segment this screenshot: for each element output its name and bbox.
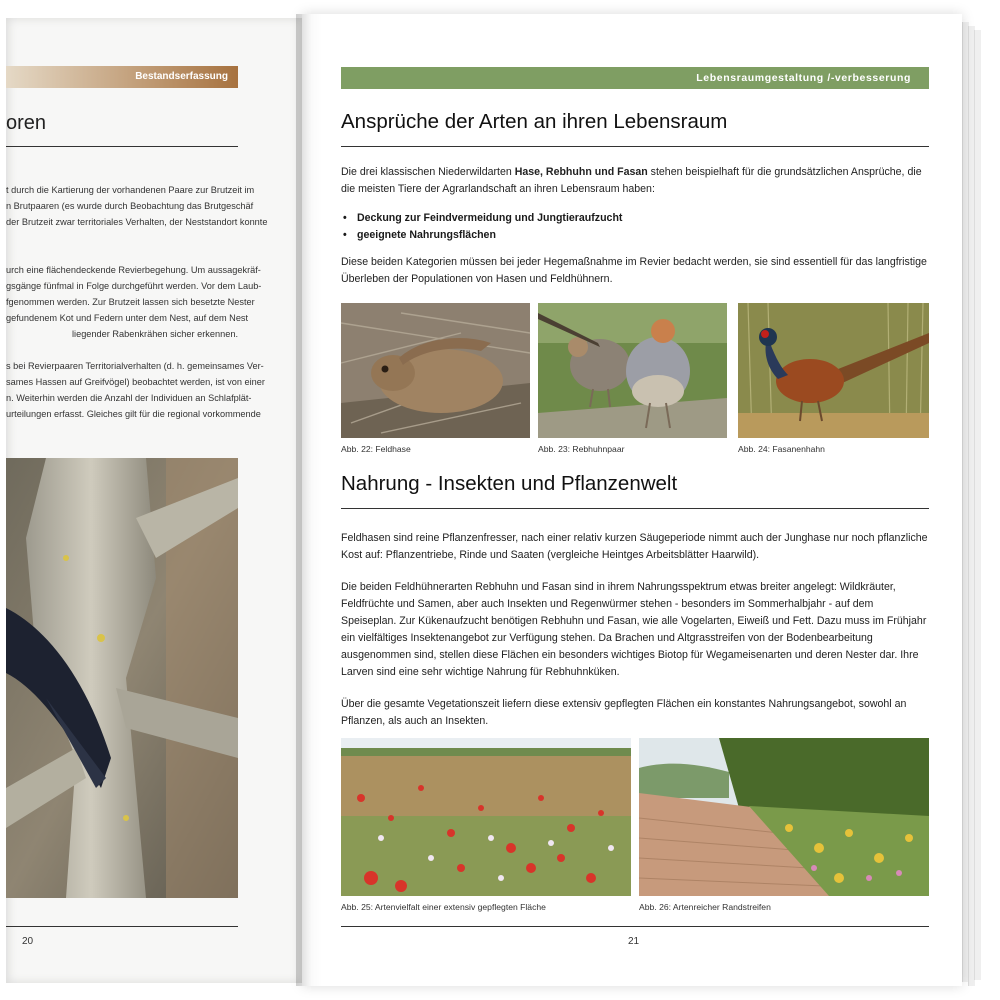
- text-line: n Brutpaaren (es wurde durch Beobachtung das Brutgeschäf: [6, 201, 254, 211]
- text-line: urch eine flächendeckende Revierbegehung. Um aussagekräf-: [6, 265, 261, 275]
- flower-meadow-photo: [341, 738, 631, 896]
- list-item: • Deckung zur Feindvermeidung und Jungtieraufzucht: [341, 210, 929, 227]
- section-title-rule: [341, 508, 929, 509]
- text-line: n. Weiterhin werden die Anzahl der Individuen an Schlafplät-: [6, 393, 252, 403]
- hare-photo: [341, 303, 530, 438]
- text-line: urteilungen erfasst. Gleiches gilt für die regional vorkommende: [6, 409, 261, 419]
- gamebird-food-paragraph: Die beiden Feldhühnerarten Rebhuhn und Fasan sind in ihrem Nahrungsspektrum etwas breiter angelegt: Wildkräuter, Feldfrüchte und Samen, aber auch Insekten und Regenwürmer stehen - besonders im Sommerhalbjahr - auf dem Speiseplan. Zur Kükenaufzucht benötigen Rebhuhn und Fasan, wie alle Vogelarten, Eiweiß und Fett. Dazu muss im Frühjahr ein vielfältiges Insektenangebot zur Verfügung stehen. Da Brachen und Altgrasstreifen von der Bodenbearbeitung ausgenommen sind, stellen diese Flächen ein besonders wichtiges Biotop für Wegameisenarten und deren Nester dar. Ihre Larven sind eine sehr wichtige Nahrung für Rebhuhnküken.: [341, 581, 927, 678]
- left-paragraph-2: [6, 262, 262, 342]
- partridge-illustration: [538, 303, 727, 438]
- text-line: sames Hassen auf Greifvögel) beobachtet werden, ist von einer: [6, 377, 265, 387]
- intro-text-after: stehen beispielhaft für die grundsätzlichen Ansprüche, die die meisten Tiere der Agrarlandschaft an ihren Lebensraum haben:: [341, 166, 922, 195]
- right-page-number: 21: [628, 936, 640, 947]
- section-title-rule: [341, 146, 929, 147]
- section-title-food: Nahrung - Insekten und Pflanzenwelt: [341, 472, 678, 495]
- requirements-list: [341, 210, 929, 244]
- vegetation-paragraph: Über die gesamte Vegetationszeit liefern diese extensiv gepflegten Flächen ein konstantes Nahrungsangebot, sowohl an Pflanzen, als auch an Insekten.: [341, 698, 907, 727]
- left-paragraph-3: [6, 358, 265, 422]
- text-line: gefundenem Kot und Federn unter dem Nest, auf dem Nest: [6, 313, 249, 323]
- text-line: liegender Rabenkrähen sicher erkennen.: [72, 329, 238, 339]
- caption-fig-24: Abb. 24: Fasanenhahn: [738, 444, 825, 454]
- left-page: [6, 18, 302, 983]
- hare-illustration: [341, 303, 530, 438]
- meadow-illustration: [341, 738, 631, 896]
- left-footer-rule: [6, 926, 238, 927]
- intro-text-before: Die drei klassischen Niederwildarten: [341, 166, 515, 178]
- left-paragraph-1: [6, 182, 268, 230]
- section-title-habitat: Ansprüche der Arten an ihren Lebensraum: [341, 110, 728, 133]
- left-page-header: Bestandserfassung: [6, 66, 238, 88]
- text-line: der Brutzeit zwar territoriales Verhalten, der Neststandort konnte: [6, 217, 268, 227]
- book-gutter-shadow: [296, 14, 322, 986]
- partridge-photo: [538, 303, 727, 438]
- text-line: t durch die Kartierung der vorhandenen Paare zur Brutzeit im: [6, 185, 255, 195]
- intro-paragraph: [341, 164, 929, 198]
- footer-rule: [341, 926, 929, 927]
- crow-in-tree-photo: [6, 458, 238, 898]
- caption-fig-25: Abb. 25: Artenvielfalt einer extensiv gepflegten Fläche: [341, 902, 546, 912]
- intro-text-bold: Hase, Rebhuhn und Fasan: [514, 166, 648, 178]
- field-margin-illustration: [639, 738, 929, 896]
- caption-fig-26: Abb. 26: Artenreicher Randstreifen: [639, 902, 771, 912]
- categories-paragraph: Diese beiden Kategorien müssen bei jeder Hegemaßnahme im Revier bedacht werden, sie sind essentiell für das langfristige Überleben der Populationen von Hasen und Feldhühnern.: [341, 256, 927, 285]
- left-title-rule: [6, 146, 238, 147]
- text-line: fgenommen werden. Zur Brutzeit lassen sich besetzte Nester: [6, 297, 255, 307]
- right-page: [302, 14, 962, 986]
- list-item: • geeignete Nahrungsflächen: [341, 227, 929, 244]
- pheasant-photo: [738, 303, 929, 438]
- crow-tree-illustration: [6, 458, 238, 898]
- text-line: s bei Revierpaaren Territorialverhalten (d. h. gemeinsames Ver-: [6, 361, 264, 371]
- right-page-header: Lebensraumgestaltung /-verbesserung: [341, 67, 929, 89]
- field-margin-photo: [639, 738, 929, 896]
- caption-fig-23: Abb. 23: Rebhuhnpaar: [538, 444, 625, 454]
- text-line: gsgänge fünfmal in Folge durchgeführt werden. Vor dem Laub-: [6, 281, 262, 291]
- pheasant-illustration: [738, 303, 929, 438]
- page-edge: [974, 30, 981, 980]
- left-page-title: oren: [6, 112, 47, 134]
- left-page-number: 20: [22, 936, 34, 947]
- caption-fig-22: Abb. 22: Feldhase: [341, 444, 411, 454]
- hare-food-paragraph: Feldhasen sind reine Pflanzenfresser, nach einer relativ kurzen Säugeperiode nimmt auch der Junghase nur noch pflanzliche Kost auf: Pflanzentriebe, Rinde und Saaten (vergleiche Heintges Arbeitsblätter Haarwild).: [341, 532, 928, 561]
